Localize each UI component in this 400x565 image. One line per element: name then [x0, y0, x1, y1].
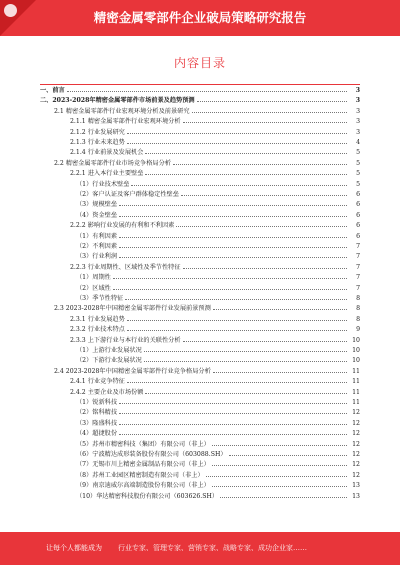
- toc-entry[interactable]: [40, 346, 360, 355]
- toc-entry[interactable]: [40, 471, 360, 480]
- toc-entry-title: （3）规模壁垒: [76, 201, 118, 209]
- toc-leader-dots: [119, 403, 347, 404]
- toc-leader-dots: [144, 351, 347, 352]
- toc-entry-title: （1）周期性: [76, 274, 111, 282]
- toc-entry-page: 13: [352, 492, 360, 500]
- toc-entry-page: 8: [356, 305, 360, 313]
- toc-entry-page: 3: [356, 118, 360, 126]
- toc-entry-page: 10: [352, 336, 360, 344]
- toc-entry-title: （5）苏州市精密科技（集团）有限公司（非上）: [76, 440, 210, 448]
- toc-entry-title: （3）行业利润: [76, 253, 118, 261]
- toc-entry-page: 12: [352, 461, 360, 469]
- toc-entry-page: 6: [356, 232, 360, 240]
- table-of-contents: [40, 86, 360, 502]
- toc-leader-dots: [212, 486, 347, 487]
- toc-entry-title: 2.3 2023-2028年中国精密金属零部件行业发展前景预测: [54, 305, 211, 313]
- toc-leader-dots: [119, 247, 347, 248]
- toc-entry-page: 12: [352, 430, 360, 438]
- toc-entry-title: （1）有利因素: [76, 232, 118, 240]
- toc-entry[interactable]: [40, 356, 360, 365]
- toc-leader-dots: [206, 476, 347, 477]
- toc-leader-dots: [183, 268, 347, 269]
- toc-leader-dots: [192, 112, 347, 113]
- toc-leader-dots: [119, 237, 347, 238]
- toc-entry[interactable]: [40, 284, 360, 293]
- toc-entry[interactable]: [40, 117, 360, 126]
- toc-entry[interactable]: [40, 221, 360, 230]
- toc-entry-title: （10）华达精密科技股份有限公司（603626.SH）: [76, 492, 219, 500]
- toc-entry-title: （8）苏州工业园区精密制造有限公司（非上）: [76, 471, 204, 479]
- toc-leader-dots: [213, 372, 347, 373]
- toc-entry-title: 2.2.1 进入本行业主要壁垒: [70, 170, 144, 178]
- toc-entry[interactable]: [40, 190, 360, 199]
- toc-entry-title: （2）区域性: [76, 284, 111, 292]
- toc-entry-title: 2.3.2 行业技术特点: [70, 326, 125, 334]
- toc-entry[interactable]: [40, 96, 360, 105]
- toc-entry-page: 10: [352, 357, 360, 365]
- toc-entry-page: 3: [355, 97, 360, 105]
- toc-leader-dots: [67, 91, 347, 92]
- toc-entry[interactable]: [40, 242, 360, 251]
- report-title: 精密金属零部件企业破局策略研究报告: [93, 10, 307, 25]
- toc-entry-title: （4）超捷股份: [76, 430, 118, 438]
- toc-entry-title: （1）行业技术壁垒: [76, 180, 130, 188]
- toc-leader-dots: [173, 164, 347, 165]
- toc-entry-title: （2）下游行业发展状况: [76, 357, 142, 365]
- toc-entry-page: 12: [352, 419, 360, 427]
- toc-entry[interactable]: [40, 86, 360, 95]
- toc-entry[interactable]: [40, 450, 360, 459]
- toc-entry-title: （4）资金壁垒: [76, 211, 118, 219]
- toc-leader-dots: [144, 361, 347, 362]
- toc-entry-title: （7）无锡市川上精密金属制品有限公司（非上）: [76, 461, 210, 469]
- toc-leader-dots: [127, 330, 347, 331]
- toc-entry[interactable]: [40, 200, 360, 209]
- toc-leader-dots: [183, 122, 347, 123]
- toc-leader-dots: [119, 413, 347, 414]
- toc-leader-dots: [127, 320, 347, 321]
- toc-entry-page: 6: [356, 211, 360, 219]
- toc-top-rule: [40, 84, 360, 85]
- toc-leader-dots: [113, 289, 347, 290]
- toc-entry-page: 11: [352, 367, 360, 375]
- toc-leader-dots: [183, 341, 347, 342]
- toc-leader-dots: [119, 205, 347, 206]
- toc-leader-dots: [127, 143, 347, 144]
- toc-entry-page: 5: [356, 159, 360, 167]
- toc-entry[interactable]: [40, 325, 360, 334]
- toc-entry-page: 7: [356, 253, 360, 261]
- toc-entry[interactable]: [40, 367, 360, 376]
- toc-entry-page: 9: [356, 326, 360, 334]
- toc-leader-dots: [113, 278, 347, 279]
- toc-entry-title: （6）宁波精达成形装备股份有限公司（603088.SH）: [76, 451, 227, 458]
- toc-entry[interactable]: [40, 304, 360, 313]
- toc-leader-dots: [176, 226, 347, 227]
- toc-entry[interactable]: [40, 159, 360, 168]
- toc-entry-title: （2）客户认证及客户群体稳定性壁垒: [76, 191, 179, 198]
- toc-entry-page: 12: [352, 451, 360, 458]
- toc-entry-title: 2.1.2 行业发展研究: [70, 128, 125, 136]
- toc-entry-title: 2.2 精密金属零部件行业市场竞争格局分析: [54, 159, 171, 167]
- toc-leader-dots: [127, 133, 347, 134]
- toc-leader-dots: [212, 465, 347, 466]
- toc-entry-page: 12: [352, 471, 360, 479]
- toc-entry-title: （2）不利因素: [76, 243, 118, 250]
- toc-entry-page: 4: [356, 139, 360, 146]
- toc-entry[interactable]: [40, 315, 360, 324]
- toc-entry-page: 10: [352, 347, 360, 354]
- toc-entry-page: 3: [356, 128, 360, 136]
- toc-leader-dots: [212, 445, 347, 446]
- toc-entry[interactable]: [40, 398, 360, 407]
- toc-entry-page: 8: [356, 295, 360, 302]
- toc-entry-title: （2）铭科精技: [76, 409, 118, 417]
- toc-entry-page: 5: [356, 149, 360, 157]
- toc-leader-dots: [213, 309, 347, 310]
- toc-leader-dots: [145, 153, 347, 154]
- toc-leader-dots: [119, 424, 347, 425]
- toc-entry-page: 6: [356, 191, 360, 198]
- toc-entry-page: 12: [352, 409, 360, 417]
- toc-leader-dots: [127, 382, 347, 383]
- toc-entry-page: 5: [356, 170, 360, 178]
- toc-leader-dots: [119, 216, 347, 217]
- toc-entry[interactable]: [40, 148, 360, 157]
- toc-leader-dots: [220, 497, 347, 498]
- page-footer: [0, 532, 400, 565]
- toc-leader-dots: [145, 393, 347, 394]
- toc-entry-page: 11: [352, 399, 360, 406]
- toc-entry-title: 一、前言: [40, 87, 65, 94]
- toc-entry-page: 3: [355, 87, 360, 94]
- toc-leader-dots: [197, 101, 347, 102]
- toc-entry[interactable]: [40, 180, 360, 189]
- toc-leader-dots: [229, 455, 347, 456]
- toc-entry[interactable]: [40, 429, 360, 438]
- toc-entry-title: 2.4.1 行业竞争特征: [70, 378, 125, 386]
- footer-lead-text: 让每个人都能成为: [46, 544, 102, 552]
- toc-entry[interactable]: [40, 481, 360, 490]
- toc-entry[interactable]: [40, 138, 360, 147]
- toc-entry[interactable]: [40, 419, 360, 428]
- report-header: [0, 0, 400, 36]
- toc-leader-dots: [119, 434, 347, 435]
- toc-entry-title: （3）季节性特征: [76, 295, 124, 302]
- toc-entry-title: 2.1.1 精密金属零部件行业宏观环境分析: [70, 118, 181, 126]
- toc-entry-page: 8: [356, 315, 360, 323]
- toc-entry[interactable]: [40, 377, 360, 386]
- toc-entry[interactable]: [40, 460, 360, 469]
- toc-entry-title: 2.4 2023-2028年中国精密金属零部件行业竞争格局分析: [54, 367, 211, 375]
- toc-entry-page: 11: [352, 388, 360, 396]
- toc-entry-page: 6: [356, 222, 360, 230]
- toc-entry-title: 2.3.1 行业发展趋势: [70, 315, 125, 323]
- toc-entry-page: 12: [352, 440, 360, 448]
- toc-entry-page: 7: [356, 243, 360, 250]
- toc-entry-title: 2.2.2 影响行业发展的有利和不利因素: [70, 222, 175, 230]
- toc-leader-dots: [131, 185, 347, 186]
- toc-entry-page: 11: [352, 378, 360, 386]
- toc-entry-title: （1）上游行业发展状况: [76, 347, 142, 354]
- toc-entry[interactable]: [40, 107, 360, 116]
- toc-entry-title: 2.4.2 主要企业及市场份额: [70, 388, 144, 396]
- toc-entry-title: （9）南京迪威尔高端制造股份有限公司（非上）: [76, 482, 210, 490]
- toc-entry[interactable]: [40, 294, 360, 303]
- toc-leader-dots: [119, 257, 347, 258]
- toc-entry-title: 2.1.3 行业未来趋势: [70, 139, 125, 146]
- toc-entry[interactable]: [40, 336, 360, 345]
- toc-heading: 内容目录: [173, 56, 226, 70]
- toc-entry[interactable]: [40, 232, 360, 241]
- toc-entry-title: 2.2.3 行业周期性、区域性及季节性特征: [70, 263, 181, 271]
- toc-entry-title: 二、2023-2028年精密金属零部件市场前景及趋势预测: [40, 97, 195, 105]
- footer-roles-text: 行业专家、管理专家、营销专家、战略专家、成功企业家……: [118, 544, 307, 552]
- toc-leader-dots: [145, 174, 347, 175]
- toc-entry[interactable]: [40, 252, 360, 261]
- toc-entry[interactable]: [40, 169, 360, 178]
- toc-entry[interactable]: [40, 273, 360, 282]
- toc-entry-page: 7: [356, 274, 360, 282]
- toc-leader-dots: [181, 195, 347, 196]
- toc-entry-page: 6: [356, 201, 360, 209]
- toc-entry-page: 7: [356, 263, 360, 271]
- toc-entry[interactable]: [40, 492, 360, 501]
- toc-entry[interactable]: [40, 408, 360, 417]
- toc-entry-title: 2.3.3 上下游行业与本行业的关联性分析: [70, 336, 181, 344]
- toc-entry[interactable]: [40, 128, 360, 137]
- toc-entry-title: 2.1 精密金属零部件行业宏观环境分析及前景研究: [54, 107, 190, 115]
- toc-entry[interactable]: [40, 440, 360, 449]
- toc-entry-page: 5: [356, 180, 360, 188]
- toc-entry[interactable]: [40, 388, 360, 397]
- toc-entry-page: 13: [352, 482, 360, 490]
- toc-entry-page: 3: [356, 107, 360, 115]
- toc-entry-page: 7: [356, 284, 360, 292]
- toc-entry-title: （1）锐新科技: [76, 399, 118, 406]
- toc-entry[interactable]: [40, 263, 360, 272]
- toc-entry-title: （3）隆盛科技: [76, 419, 118, 427]
- toc-entry[interactable]: [40, 211, 360, 220]
- toc-entry-title: 2.1.4 行业前景及发展机会: [70, 149, 144, 157]
- toc-leader-dots: [125, 299, 347, 300]
